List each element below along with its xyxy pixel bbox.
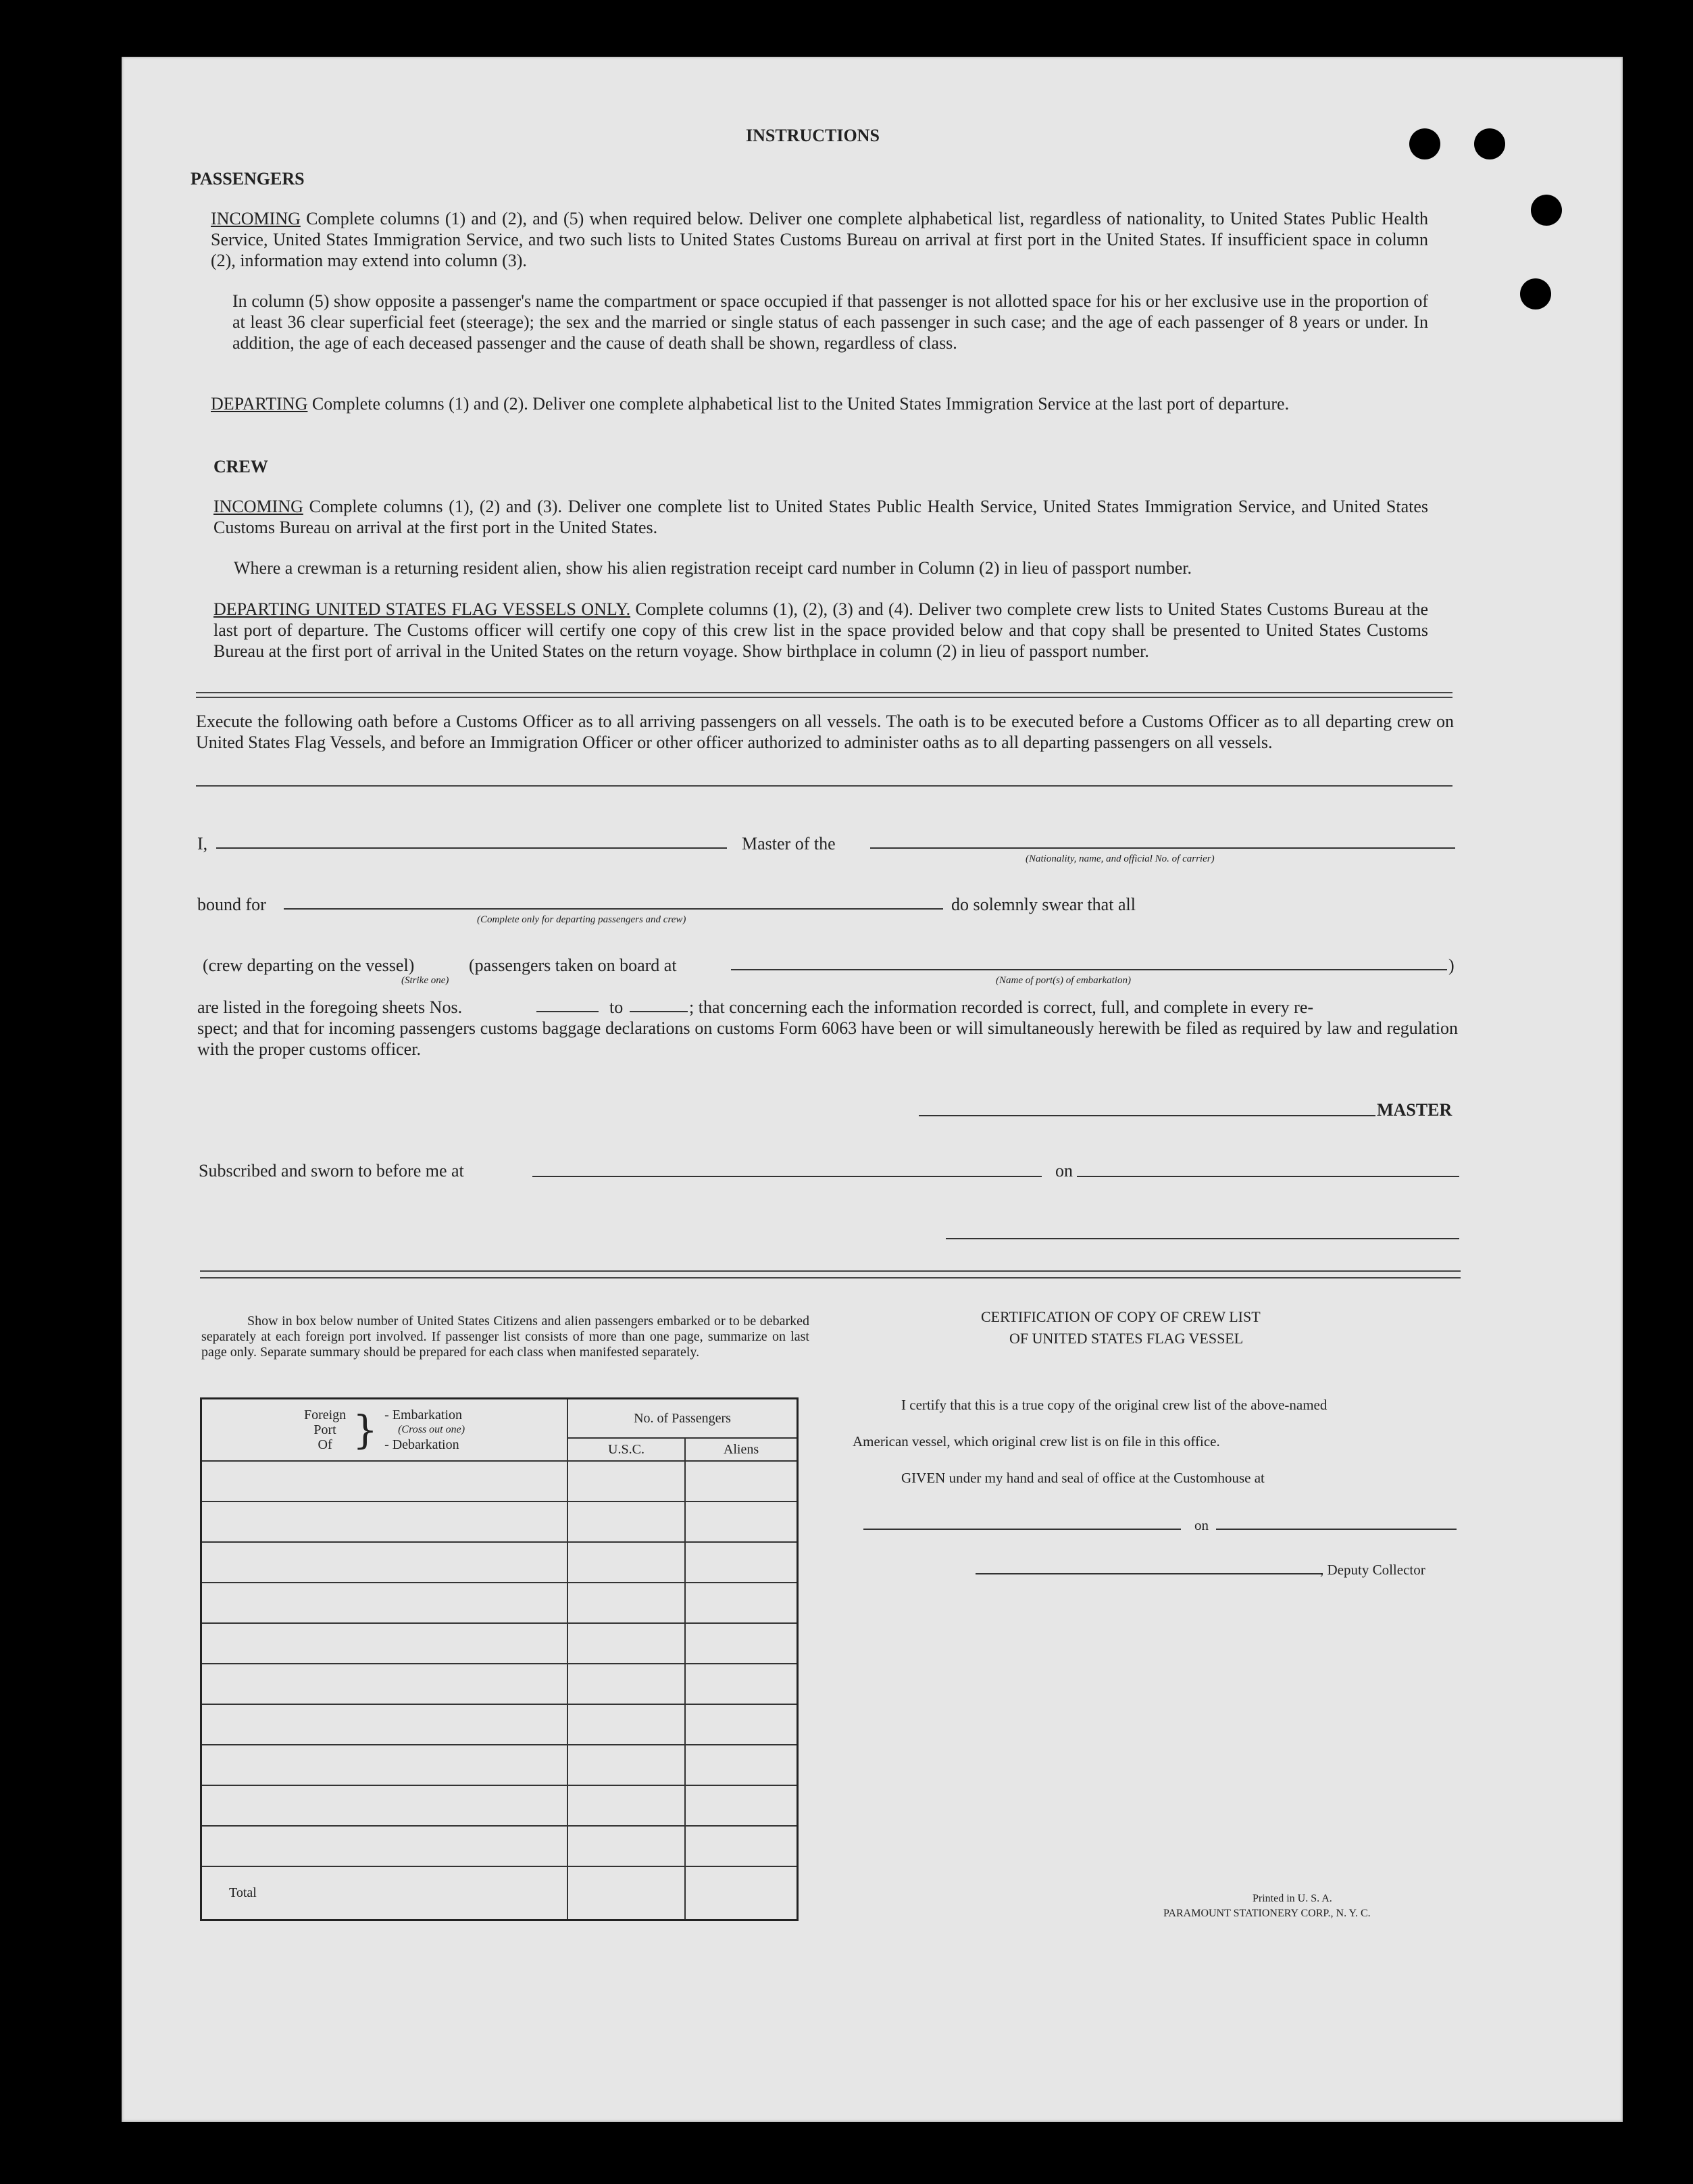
passengers-column5: In column (5) show opposite a passenger's name the compartment or space occupied if that passenger is not allotted space for his or her exclusive use in the proportion of at least 36 clear superficial feet (steerage); the sex and the married or single status of each passenger in such case; and the age of each passenger of 8 years or under. In addition, the age of each deceased passenger and the cause of death shall be shown, regardless of class.	[232, 291, 1428, 353]
certify-line-1: I certify that this is a true copy of the original crew list of the above-named	[901, 1397, 1328, 1413]
divider-1b	[196, 697, 1452, 698]
deputy-signature-field[interactable]	[976, 1573, 1323, 1574]
customhouse-field[interactable]	[863, 1529, 1181, 1530]
passengers-incoming-text: Complete columns (1) and (2), and (5) when required below. Deliver one complete alphabetical list, regardless of nationality, to United States Public Health Service, United States Immigration Service, and two such lists to United States Customs Bureau on arrival at first port in the United States. If insufficient space in column (2), information may extend into column (3).	[211, 209, 1429, 270]
port-header-of: Of	[318, 1437, 332, 1452]
master-of-label: Master of the	[742, 834, 836, 853]
passengers-departing-text: Complete columns (1) and (2). Deliver one complete alphabetical list to the United States Immigration Service at the last port of departure.	[311, 394, 1290, 414]
total-row	[201, 1866, 798, 1920]
aliens-cell[interactable]	[685, 1461, 798, 1502]
certification-heading-2: OF UNITED STATES FLAG VESSEL	[1009, 1330, 1244, 1347]
total-usc-cell[interactable]	[567, 1866, 685, 1920]
table-row	[201, 1826, 798, 1866]
punch-hole-3	[1531, 195, 1562, 226]
passenger-summary-table	[200, 1397, 799, 1921]
crew-departing-option[interactable]: (crew departing on the vessel)	[203, 956, 415, 975]
port-cell[interactable]	[201, 1785, 568, 1826]
passengers-incoming	[211, 208, 1428, 271]
subscribed-date-field[interactable]	[1077, 1176, 1459, 1177]
total-label: Total	[201, 1866, 568, 1920]
port-cell[interactable]	[201, 1826, 568, 1866]
carrier-field[interactable]	[870, 847, 1455, 849]
aliens-cell[interactable]	[685, 1542, 798, 1583]
officer-signature-field[interactable]	[946, 1238, 1459, 1239]
aliens-cell[interactable]	[685, 1745, 798, 1785]
crew-incoming	[213, 496, 1428, 538]
punch-hole-2	[1474, 128, 1505, 159]
usc-cell[interactable]	[567, 1664, 685, 1704]
master-label: MASTER	[1377, 1100, 1452, 1120]
table-row	[201, 1461, 798, 1502]
debarkation-option[interactable]: - Debarkation	[384, 1437, 459, 1452]
oath-intro: Execute the following oath before a Customs Officer as to all arriving passengers on all vessels. The oath is to be executed before a Customs Officer as to all departing crew on United States Flag Vessels, and before an Immigration Officer or other officer authorized to administer oaths as to all departing passengers on all vessels.	[196, 712, 1454, 752]
table-row	[201, 1542, 798, 1583]
certification-heading-1: CERTIFICATION OF COPY OF CREW LIST	[981, 1308, 1261, 1325]
crew-alien-note: Where a crewman is a returning resident alien, show his alien registration receipt card number in Column (2) in lieu of passport number.	[234, 558, 1192, 578]
port-header-port: Port	[313, 1422, 336, 1437]
usc-cell[interactable]	[567, 1704, 685, 1745]
listed-suffix: ; that concerning each the information recorded is correct, full, and complete in every re-	[689, 997, 1314, 1017]
crew-incoming-text: Complete columns (1), (2) and (3). Deliver one complete list to United States Public Health Service, United States Immigration Service, and United States Customs Bureau on arrival at the first port in the United States.	[213, 497, 1428, 537]
listed-rest: spect; and that for incoming passengers customs baggage declarations on customs Form 6063 have been or will simultaneously herewith be filed as required by law and regulation with the proper customs officer.	[197, 1018, 1458, 1059]
aliens-cell[interactable]	[685, 1785, 798, 1826]
listed-prefix: are listed in the foregoing sheets Nos.	[197, 997, 463, 1017]
printer-name: PARAMOUNT STATIONERY CORP., N. Y. C.	[1163, 1908, 1371, 1919]
swear-label: do solemnly swear that all	[951, 895, 1136, 914]
passengers-departing-label: DEPARTING	[211, 394, 308, 414]
port-cell[interactable]	[201, 1542, 568, 1583]
usc-cell[interactable]	[567, 1623, 685, 1664]
port-cell[interactable]	[201, 1502, 568, 1542]
usc-cell[interactable]	[567, 1785, 685, 1826]
passengers-taken-option[interactable]: (passengers taken on board at	[469, 956, 677, 975]
aliens-cell[interactable]	[685, 1623, 798, 1664]
printed-in-usa: Printed in U. S. A.	[1253, 1893, 1332, 1904]
subscribed-place-field[interactable]	[532, 1176, 1042, 1177]
embarkation-ports-field[interactable]	[731, 969, 1447, 970]
given-line: GIVEN under my hand and seal of office at the Customhouse at	[901, 1470, 1265, 1486]
oath-i-label: I,	[197, 834, 208, 853]
usc-header: U.S.C.	[567, 1438, 685, 1461]
aliens-cell[interactable]	[685, 1502, 798, 1542]
bound-hint: (Complete only for departing passengers and crew)	[477, 914, 686, 925]
deputy-collector-label: , Deputy Collector	[1320, 1562, 1425, 1578]
close-paren: )	[1448, 956, 1455, 975]
crew-departing-label: DEPARTING UNITED STATES FLAG VESSELS ONLY.	[213, 599, 631, 619]
passengers-incoming-label: INCOMING	[211, 209, 301, 228]
port-header	[201, 1399, 568, 1461]
table-row	[201, 1623, 798, 1664]
no-passengers-header: No. of Passengers	[567, 1399, 798, 1438]
sheet-from-field[interactable]	[536, 1011, 599, 1012]
crew-heading: CREW	[213, 457, 268, 476]
divider-1	[196, 692, 1452, 693]
aliens-cell[interactable]	[685, 1704, 798, 1745]
aliens-header: Aliens	[685, 1438, 798, 1461]
certify-line-2: American vessel, which original crew list is on file in this office.	[853, 1433, 1220, 1449]
ports-hint: (Name of port(s) of embarkation)	[996, 975, 1131, 986]
certification-date-field[interactable]	[1216, 1529, 1457, 1530]
divider-3	[200, 1270, 1461, 1272]
passengers-departing	[211, 393, 1428, 414]
usc-cell[interactable]	[567, 1826, 685, 1866]
table-row	[201, 1785, 798, 1826]
bound-for-label: bound for	[197, 895, 266, 914]
aliens-cell[interactable]	[685, 1664, 798, 1704]
crew-departing-text: Complete columns (1), (2), (3) and (4). Deliver two complete crew lists to United States Customs Bureau at the last port of departure. The Customs officer will certify one copy of this crew list in the space provided below and that copy shall be presented to United States Customs Bureau at the first port of arrival in the United States on the return voyage. Show birthplace in column (2) in lieu of passport number.	[213, 599, 1429, 661]
crew-incoming-label: INCOMING	[213, 497, 303, 516]
summary-instructions: Show in box below number of United States Citizens and alien passengers embarked or to be debarked separately at each foreign port involved. If passenger list consists of more than one page, summarize on last page only. Separate summary should be prepared for each class when manifested separately.	[201, 1314, 809, 1360]
usc-cell[interactable]	[567, 1745, 685, 1785]
aliens-cell[interactable]	[685, 1583, 798, 1623]
table-row	[201, 1583, 798, 1623]
embarkation-option[interactable]: - Embarkation	[384, 1407, 463, 1422]
strike-hint: (Strike one)	[401, 975, 449, 986]
port-cell[interactable]	[201, 1583, 568, 1623]
punch-hole-1	[1409, 128, 1440, 159]
aliens-cell[interactable]	[685, 1826, 798, 1866]
table-row	[201, 1745, 798, 1785]
usc-cell[interactable]	[567, 1461, 685, 1502]
punch-hole-4	[1520, 278, 1551, 309]
usc-cell[interactable]	[567, 1542, 685, 1583]
port-cell[interactable]	[201, 1623, 568, 1664]
table-row	[201, 1664, 798, 1704]
certification-on-label: on	[1194, 1517, 1209, 1533]
port-cell[interactable]	[201, 1745, 568, 1785]
table-row	[201, 1704, 798, 1745]
usc-cell[interactable]	[567, 1583, 685, 1623]
port-header-foreign: Foreign	[303, 1407, 347, 1422]
master-signature-field[interactable]	[919, 1115, 1375, 1116]
cross-out-hint: (Cross out one)	[398, 1423, 465, 1435]
sheet-to-field[interactable]	[630, 1011, 688, 1012]
bound-for-field[interactable]	[284, 908, 943, 910]
to-label: to	[609, 997, 624, 1017]
crew-departing	[213, 599, 1428, 662]
page-title: INSTRUCTIONS	[746, 126, 880, 145]
port-cell[interactable]	[201, 1664, 568, 1704]
carrier-hint: (Nationality, name, and official No. of carrier)	[1026, 853, 1215, 864]
master-name-field[interactable]	[216, 847, 727, 849]
port-cell[interactable]	[201, 1704, 568, 1745]
passengers-heading: PASSENGERS	[191, 169, 305, 189]
port-cell[interactable]	[201, 1461, 568, 1502]
usc-cell[interactable]	[567, 1502, 685, 1542]
subscribed-label: Subscribed and sworn to before me at	[199, 1161, 464, 1181]
subscribed-on-label: on	[1055, 1161, 1073, 1181]
brace-glyph: }	[353, 1406, 378, 1453]
divider-2	[196, 785, 1452, 787]
total-aliens-cell[interactable]	[685, 1866, 798, 1920]
divider-3b	[200, 1277, 1461, 1279]
table-row	[201, 1502, 798, 1542]
